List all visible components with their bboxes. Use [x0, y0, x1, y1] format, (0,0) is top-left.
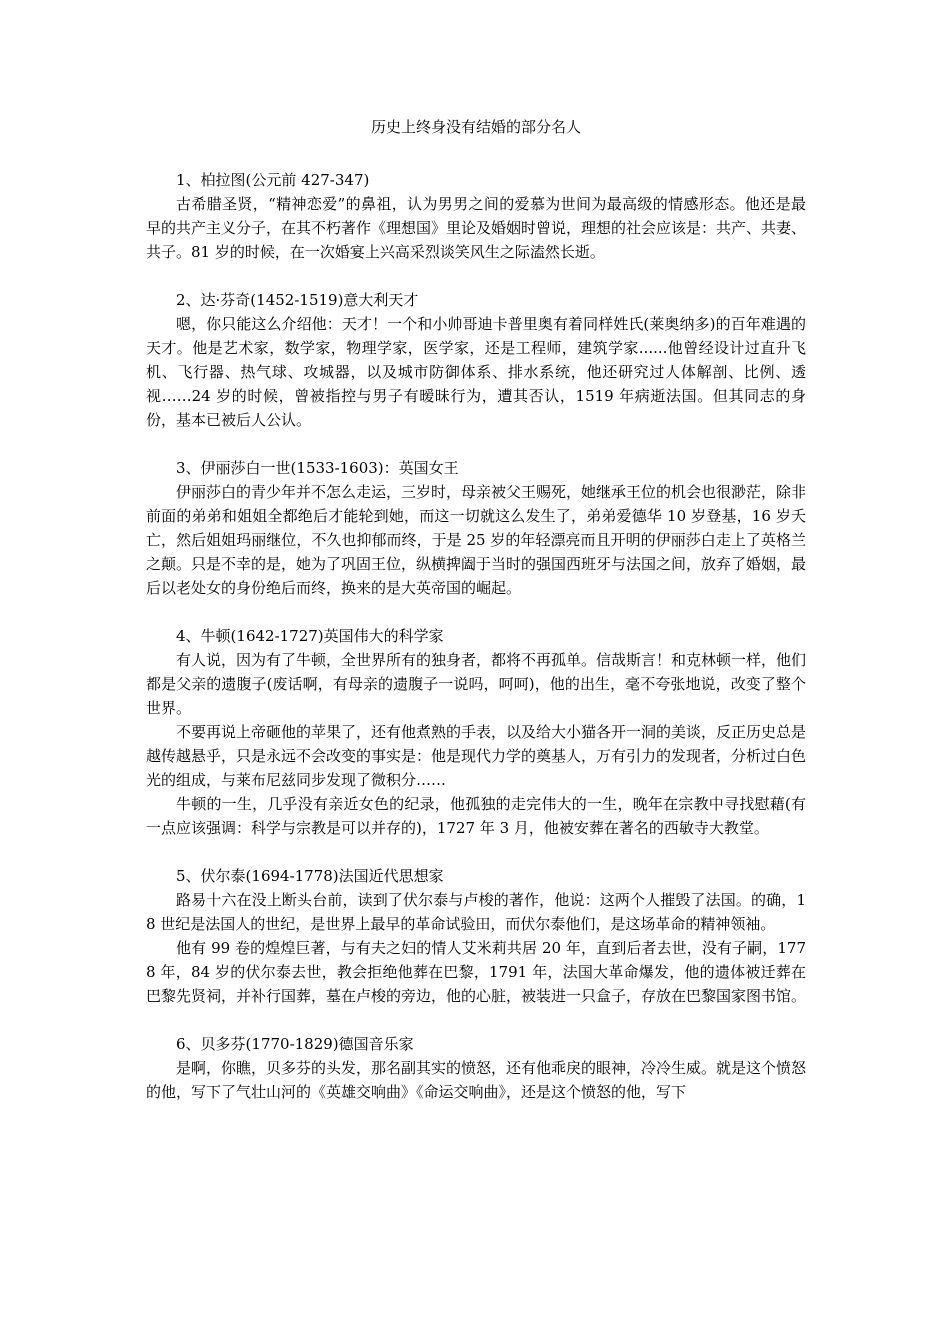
- section-paragraph: 路易十六在没上断头台前，读到了伏尔泰与卢梭的著作，他说：这两个人摧毁了法国。的确，18 世纪是法国人的世纪，是世界上最早的革命试验田，而伏尔泰他们，是这场革命的精神领袖。: [146, 891, 806, 933]
- section-voltaire: [146, 864, 806, 1008]
- section-paragraph: 他有 99 卷的煌煌巨著，与有夫之妇的情人艾米莉共居 20 年，直到后者去世，没有子嗣，1778 年，84 岁的伏尔泰去世，教会拒绝他葬在巴黎，1791 年，法国大革命爆发，他的遗体被迁葬在巴黎先贤祠，并补行国葬，墓在卢梭的旁边，他的心脏，被装进一只盒子，存放在巴黎国家图书馆。: [146, 939, 807, 1005]
- section-paragraph: 嗯，你只能这么介绍他：天才！一个和小帅哥迪卡普里奥有着同样姓氏(莱奥纳多)的百年难遇的天才。他是艺术家，数学家，物理学家，医学家，还是工程师，建筑学家......他曾经设计过直升飞机、飞行器、热气球、攻城器，以及城市防御体系、排水系统，他还研究过人体解剖、比例、透视……24 岁的时候，曾被指控与男子有暧昧行为，遭其否认，1519 年病逝法国。但其同志的身份，基本已被后人公认。: [146, 315, 806, 429]
- section-heading: 6、贝多芬(1770-1829)德国音乐家: [176, 1035, 414, 1053]
- section-heading: 5、伏尔泰(1694-1778)法国近代思想家: [176, 867, 444, 885]
- document-body: [146, 168, 806, 1128]
- section-heading: 3、伊丽莎白一世(1533-1603)：英国女王: [176, 459, 459, 477]
- section-paragraph: 不要再说上帝砸他的苹果了，还有他煮熟的手表，以及给大小猫各开一洞的美谈，反正历史总是越传越悬乎，只是永远不会改变的事实是：他是现代力学的奠基人，万有引力的发现者，分析过白色光的组成，与莱布尼兹同步发现了微积分……: [146, 723, 807, 789]
- section-heading: 2、达·芬奇(1452-1519)意大利天才: [176, 291, 419, 309]
- section-elizabeth: [146, 456, 806, 600]
- section-heading: 4、牛顿(1642-1727)英国伟大的科学家: [176, 627, 444, 645]
- section-da-vinci: [146, 288, 806, 432]
- section-newton: [146, 624, 806, 840]
- section-paragraph: 伊丽莎白的青少年并不怎么走运，三岁时，母亲被父王赐死，她继承王位的机会也很渺茫，除非前面的弟弟和姐姐全都绝后才能轮到她，而这一切就这么发生了，弟弟爱德华 10 岁登基，16 岁夭亡，然后姐姐玛丽继位，不久也抑郁而终，于是 25 岁的年轻漂亮而且开明的伊丽莎白走上了英格兰之颠。只是不幸的是，她为了巩固王位，纵横捭阖于当时的强国西班牙与法国之间，放弃了婚姻，最后以老处女的身份绝后而终，换来的是大英帝国的崛起。: [146, 483, 807, 597]
- section-paragraph: 古希腊圣贤，“精神恋爱”的鼻祖，认为男男之间的爱慕为世间为最高级的情感形态。他还是最早的共产主义分子，在其不朽著作《理想国》里论及婚姻时曾说，理想的社会应该是：共产、共妻、共子。81 岁的时候，在一次婚宴上兴高采烈谈笑风生之际溘然长逝。: [146, 195, 807, 261]
- section-paragraph: 是啊，你瞧，贝多芬的头发，那名副其实的愤怒，还有他乖戾的眼神，冷冷生威。就是这个愤怒的他，写下了气壮山河的《英雄交响曲》《命运交响曲》，还是这个愤怒的他，写下: [146, 1059, 807, 1101]
- section-paragraph: 牛顿的一生，几乎没有亲近女色的纪录，他孤独的走完伟大的一生，晚年在宗教中寻找慰藉(有一点应该强调：科学与宗教是可以并存的)，1727 年 3 月，他被安葬在著名的西敏寺大教堂。: [146, 795, 806, 837]
- section-paragraph: 有人说，因为有了牛顿，全世界所有的独身者，都将不再孤单。信哉斯言！和克林顿一样，他们都是父亲的遗腹子(废话啊，有母亲的遗腹子一说吗，呵呵)，他的出生，毫不夸张地说，改变了整个世界。: [146, 651, 807, 717]
- section-plato: [146, 168, 806, 264]
- document-title: 历史上终身没有结婚的部分名人: [370, 118, 581, 136]
- section-heading: 1、柏拉图(公元前 427-347): [176, 171, 370, 189]
- section-beethoven: [146, 1032, 806, 1104]
